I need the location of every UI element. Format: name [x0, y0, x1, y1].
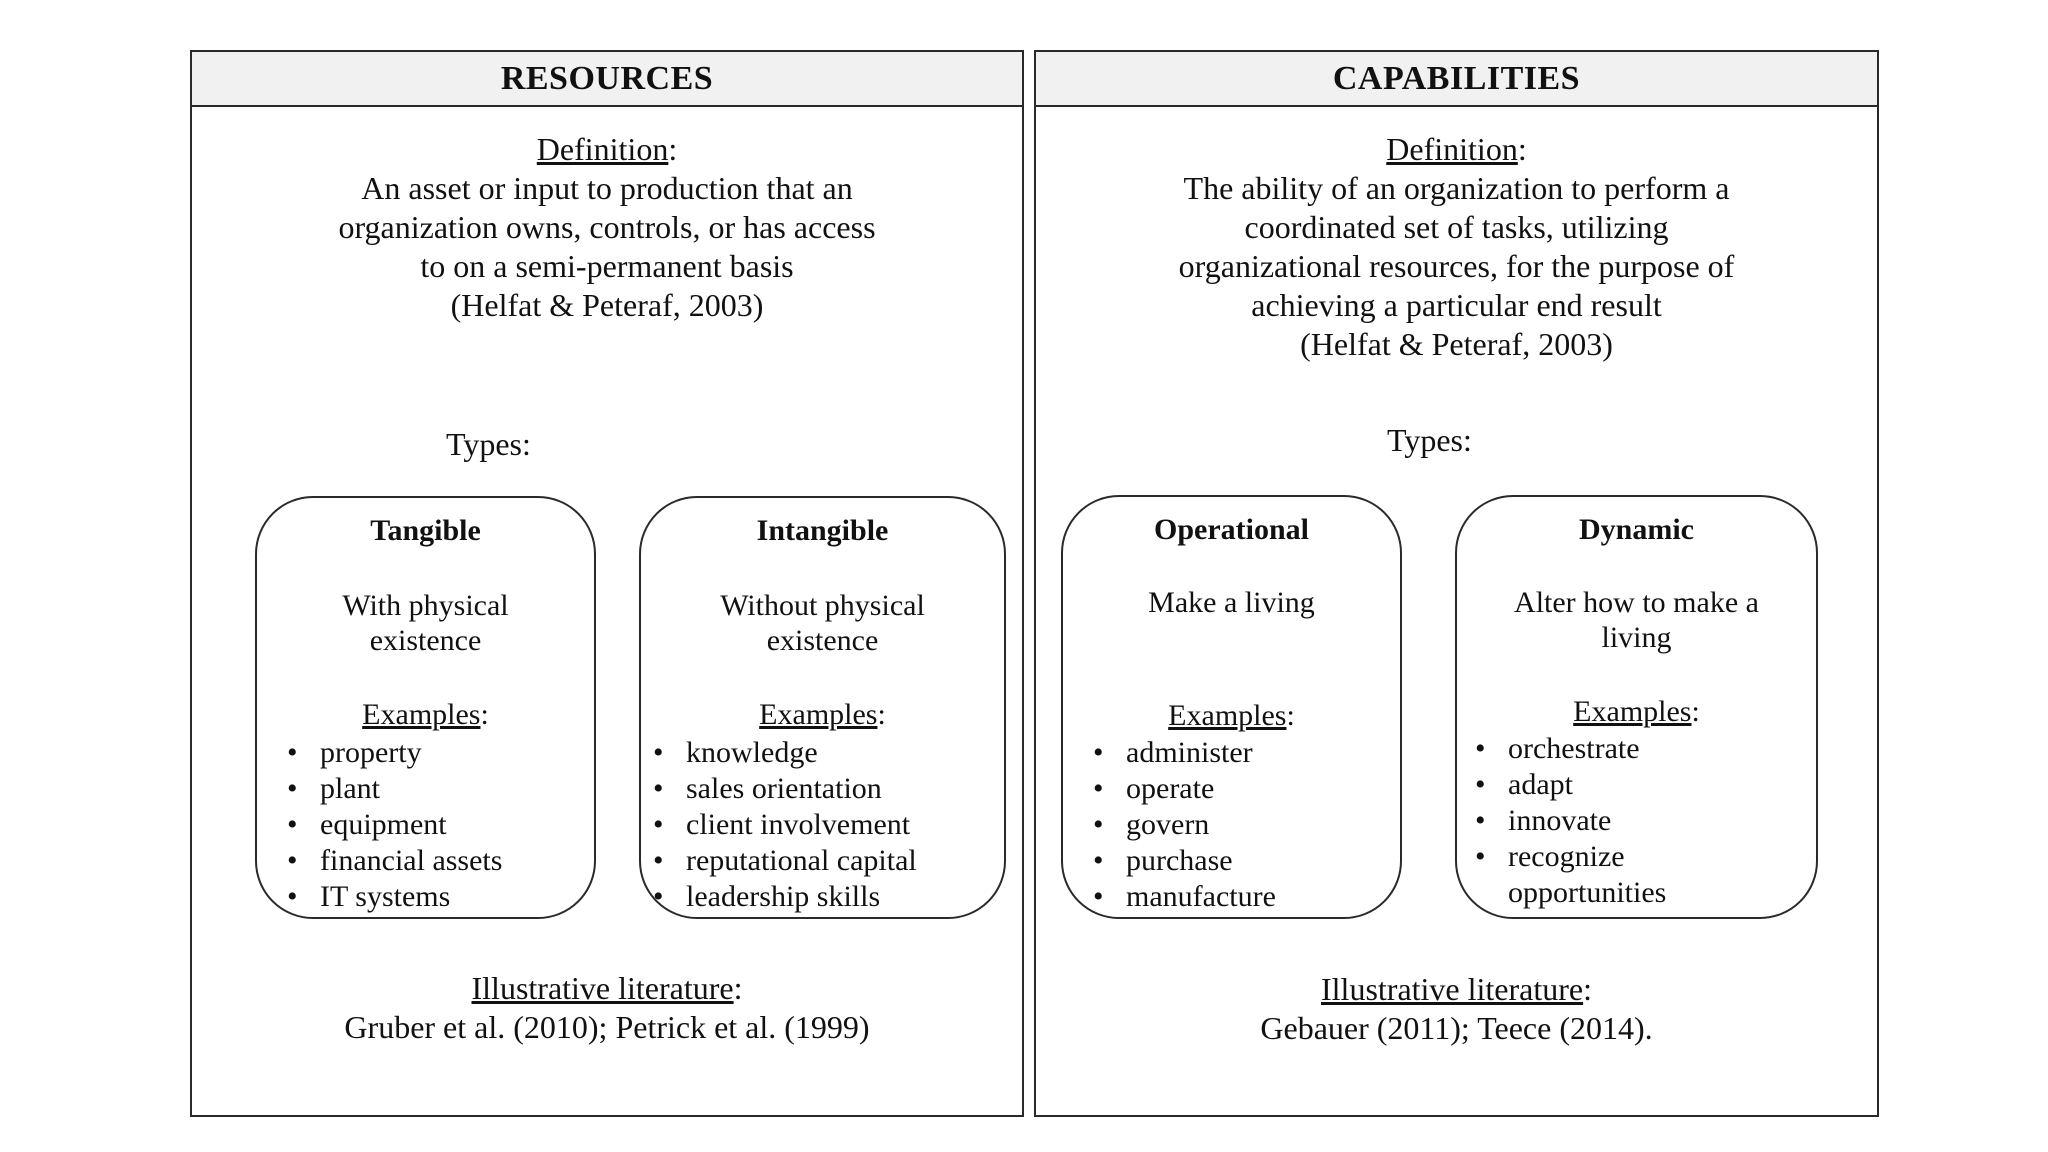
- capabilities-definition-line: organizational resources, for the purpose of: [1178, 248, 1735, 284]
- examples-list: [653, 735, 917, 915]
- example-item: • plant: [287, 771, 502, 807]
- capabilities-definition-title: Definition: [1386, 131, 1518, 167]
- resources-literature-title: Illustrative literature: [471, 970, 734, 1006]
- type-box-description: With physical existence: [342, 589, 509, 657]
- resources-definition-line: organization owns, controls, or has access: [338, 209, 876, 245]
- example-item: opportunities: [1508, 876, 1667, 909]
- example-item: • innovate: [1475, 803, 1666, 839]
- example-item: • reputational capital: [653, 843, 917, 879]
- type-box-tangible: [255, 496, 596, 919]
- capabilities-literature-heading: Illustrative literature:: [1321, 971, 1592, 1007]
- capabilities-literature-text: Gebauer (2011); Teece (2014).: [1260, 1010, 1653, 1046]
- example-item: • govern: [1093, 807, 1276, 843]
- resources-literature-heading: Illustrative literature:: [471, 970, 743, 1006]
- example-item: • administer: [1093, 735, 1276, 771]
- type-box-description: Without physical existence: [720, 589, 925, 657]
- capabilities-definition-citation: (Helfat & Peteraf, 2003): [1300, 326, 1613, 362]
- resources-definition: [192, 130, 1022, 325]
- examples-list: [287, 735, 502, 915]
- resources-definition-heading: Definition:: [536, 131, 678, 167]
- examples-heading: Examples:: [759, 698, 886, 731]
- example-item: • IT systems: [287, 879, 502, 915]
- type-box-title: Operational: [1154, 513, 1309, 546]
- resources-definition-citation: (Helfat & Peteraf, 2003): [450, 287, 764, 323]
- examples-heading: Examples:: [362, 698, 489, 731]
- capabilities-panel: [1034, 50, 1879, 1117]
- type-box-operational: [1061, 495, 1402, 919]
- example-item: • leadership skills: [653, 879, 917, 915]
- resources-literature: [192, 969, 1022, 1047]
- capabilities-definition-line: coordinated set of tasks, utilizing: [1244, 209, 1669, 245]
- type-box-title: Tangible: [370, 514, 481, 547]
- resources-panel: [190, 50, 1024, 1117]
- capabilities-definition-heading: Definition:: [1386, 131, 1527, 167]
- examples-heading: Examples:: [1573, 695, 1700, 728]
- example-item: • client involvement: [653, 807, 917, 843]
- resources-literature-text: Gruber et al. (2010); Petrick et al. (1999): [344, 1009, 870, 1045]
- examples-list: [1475, 731, 1666, 911]
- resources-definition-line: An asset or input to production that an: [361, 170, 853, 206]
- type-box-intangible: [639, 496, 1006, 919]
- example-item: • property: [287, 735, 502, 771]
- example-item: • orchestrate: [1475, 731, 1666, 767]
- capabilities-definition: [1036, 130, 1877, 364]
- capabilities-literature: [1036, 970, 1877, 1048]
- examples-heading: Examples:: [1168, 699, 1295, 732]
- resources-definition-line: to on a semi-permanent basis: [420, 248, 794, 284]
- example-item: • operate: [1093, 771, 1276, 807]
- example-item: • knowledge: [653, 735, 917, 771]
- type-box-description: Alter how to make a living: [1514, 586, 1759, 654]
- type-box-title: Intangible: [756, 514, 889, 547]
- type-box-dynamic: [1455, 495, 1818, 919]
- capabilities-types-label: Types:: [1387, 422, 1472, 458]
- capabilities-literature-title: Illustrative literature: [1321, 971, 1584, 1007]
- example-item: • sales orientation: [653, 771, 917, 807]
- type-box-description: Make a living: [1148, 586, 1315, 619]
- resources-types-label: Types:: [446, 426, 531, 462]
- capabilities-definition-line: achieving a particular end result: [1251, 287, 1662, 323]
- example-item: • equipment: [287, 807, 502, 843]
- example-item: • manufacture: [1093, 879, 1276, 915]
- resources-definition-title: Definition: [536, 131, 669, 167]
- capabilities-header: CAPABILITIES: [1036, 52, 1877, 107]
- example-item: • purchase: [1093, 843, 1276, 879]
- examples-list: [1093, 735, 1276, 915]
- resources-header: RESOURCES: [192, 52, 1022, 107]
- example-item: • financial assets: [287, 843, 502, 879]
- example-item: • adapt: [1475, 767, 1666, 803]
- example-item: • recognize: [1475, 839, 1666, 875]
- type-box-title: Dynamic: [1579, 513, 1694, 546]
- capabilities-definition-line: The ability of an organization to perform a: [1183, 170, 1730, 206]
